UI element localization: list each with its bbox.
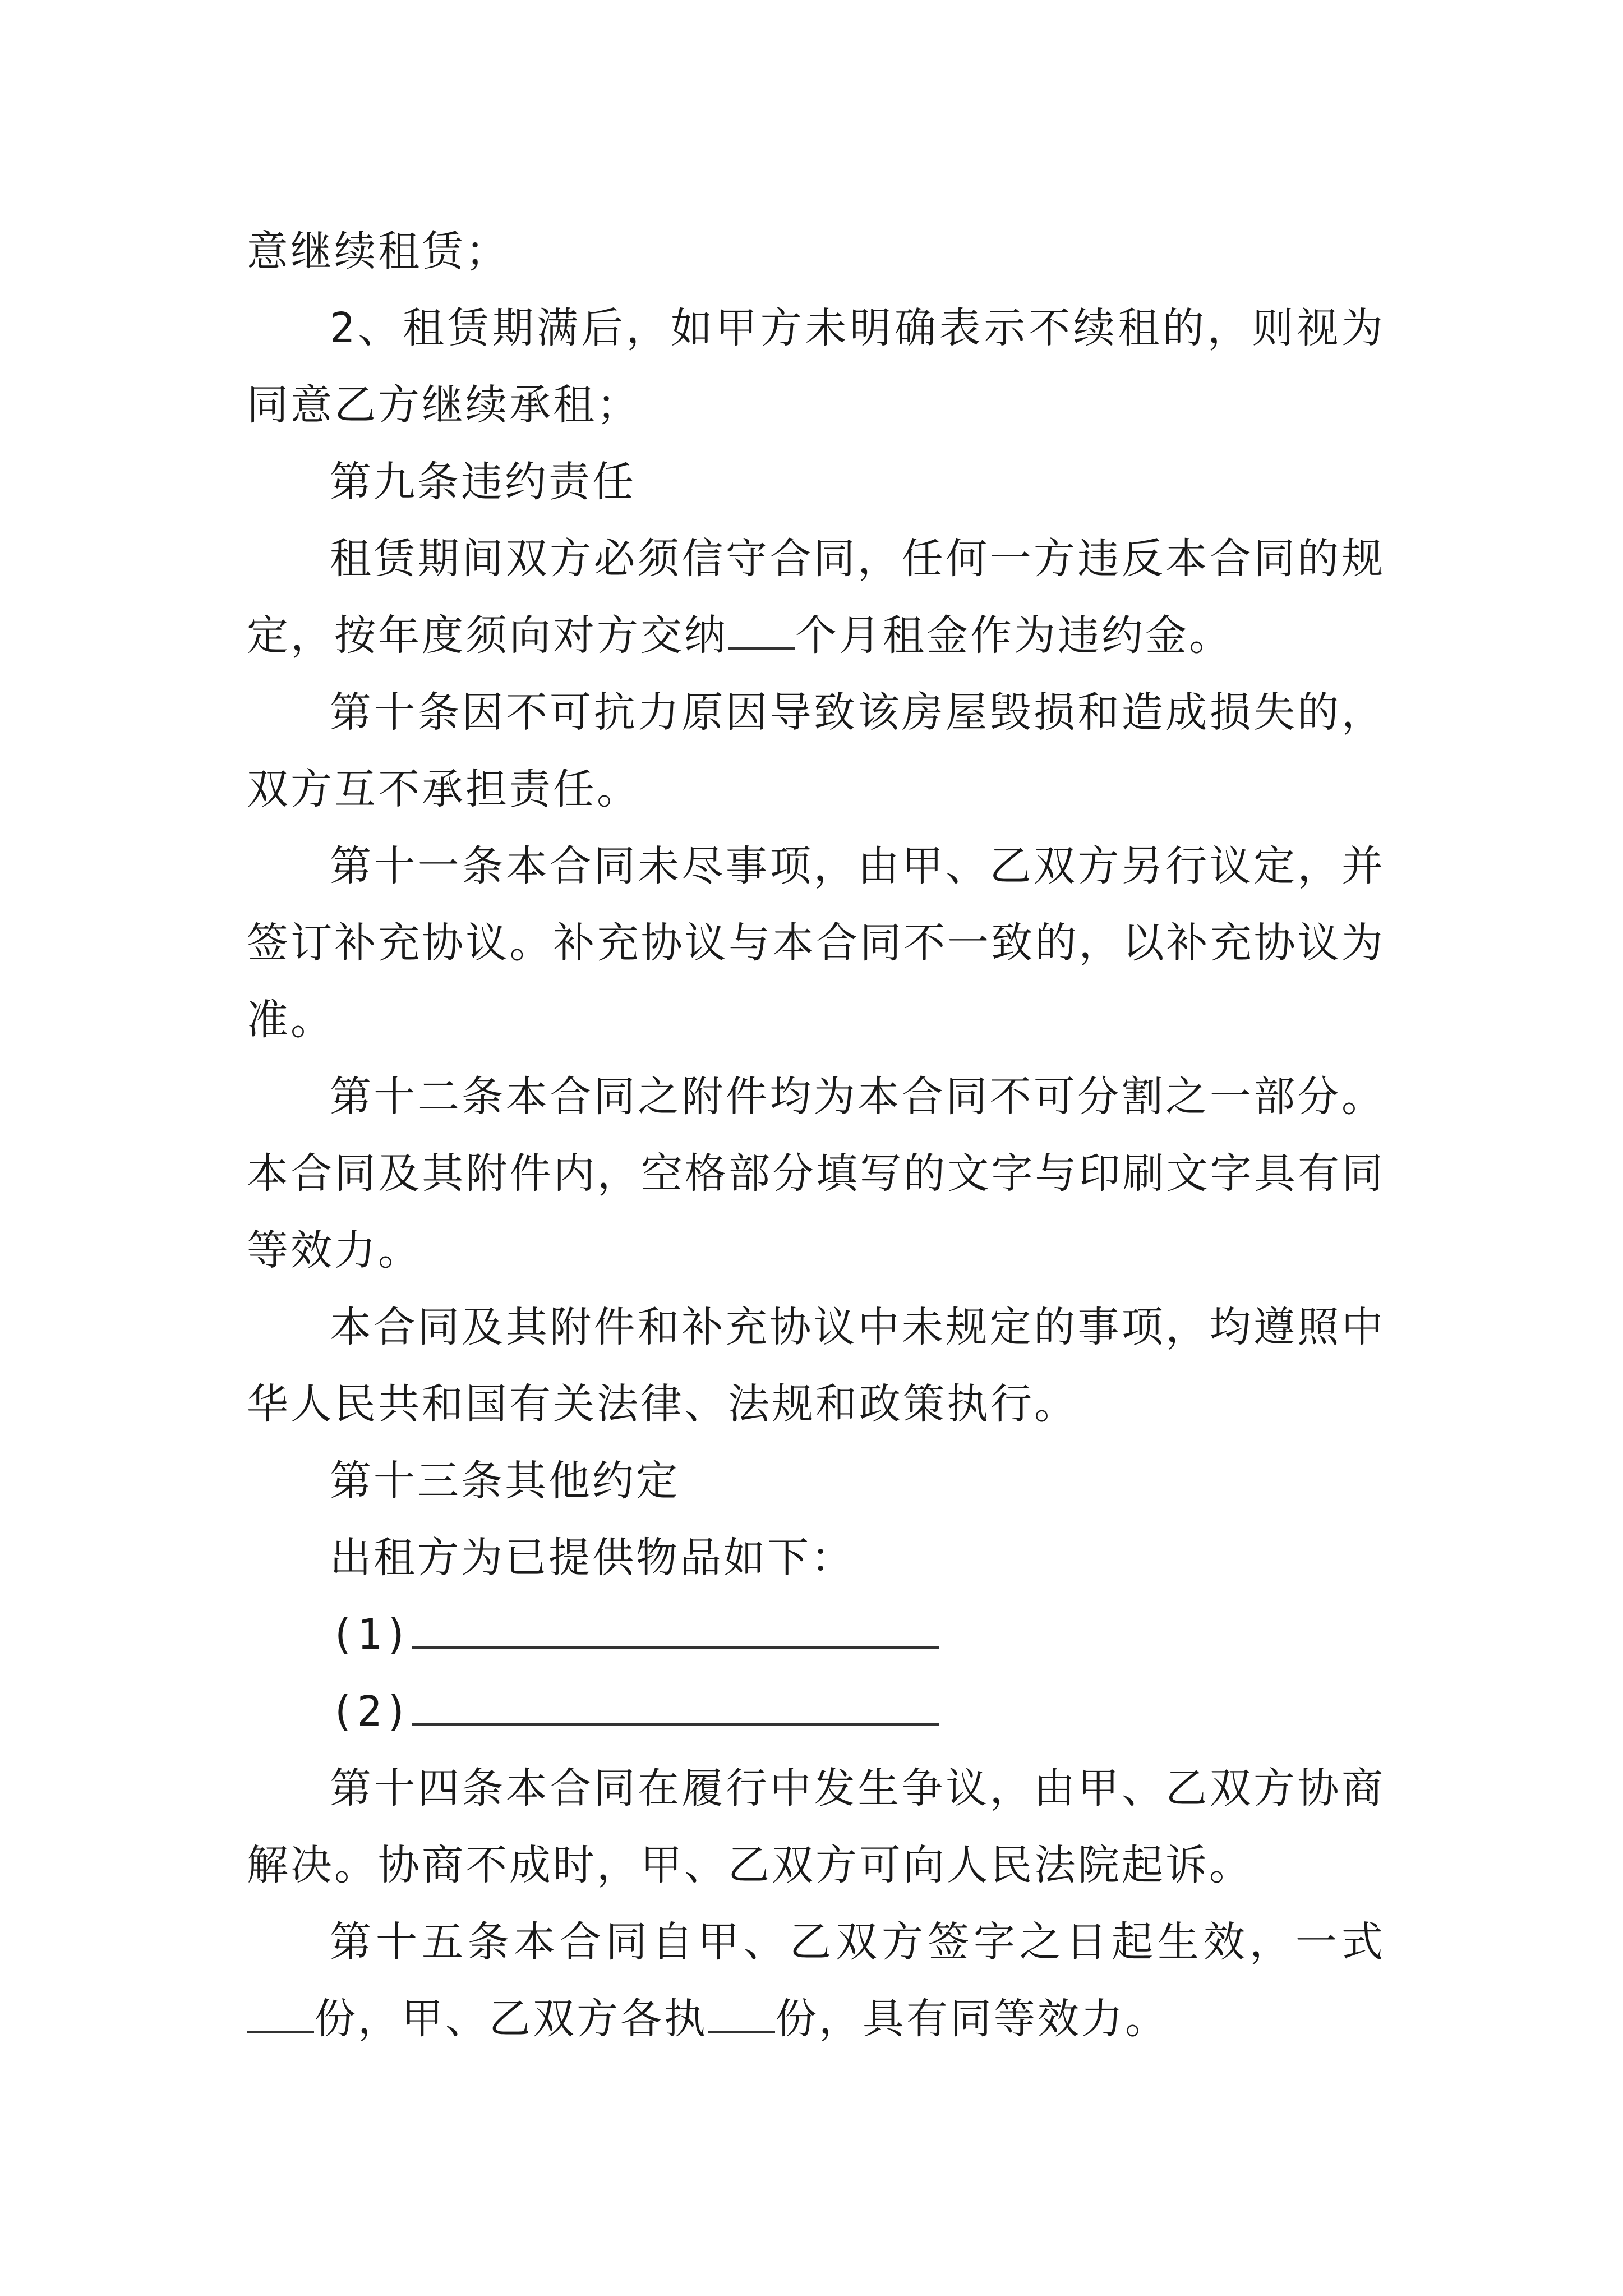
article-14 bbox=[247, 1750, 1385, 1904]
document-body bbox=[247, 213, 1385, 2058]
paragraph-continuation bbox=[247, 213, 1385, 290]
article-13-heading bbox=[247, 1443, 1385, 1520]
article-10 bbox=[247, 674, 1385, 828]
item-number: (1) bbox=[330, 1611, 412, 1659]
fill-blank-copies-each[interactable] bbox=[708, 1991, 775, 2033]
text: 第十四条本合同在履行中发生争议，由甲、乙双方协商解决。协商不成时，甲、乙双方可向人民法院起诉。 bbox=[247, 1764, 1385, 1889]
text: 第十二条本合同之附件均为本合同不可分割之一部分。本合同及其附件内，空格部分填写的文字与印刷文字具有同等效力。 bbox=[247, 1073, 1385, 1274]
article-12 bbox=[247, 1059, 1385, 1289]
fill-blank-item-2[interactable] bbox=[412, 1684, 939, 1726]
text: 第九条违约责任 bbox=[330, 458, 636, 506]
text: 第十五条本合同自甲、乙双方签字之日起生效，一式 bbox=[330, 1918, 1385, 1966]
paragraph-renewal-clause bbox=[247, 290, 1385, 444]
article-15 bbox=[247, 1904, 1385, 2058]
article-11 bbox=[247, 828, 1385, 1059]
item-2 bbox=[247, 1673, 1385, 1750]
article-13-body bbox=[247, 1520, 1385, 1596]
article-9-body bbox=[247, 521, 1385, 674]
item-number: (2) bbox=[330, 1687, 412, 1736]
text: 租赁期间双方必须信守合同，任何一方违反本合同的规定，按年度须向对方交纳 bbox=[247, 535, 1385, 660]
text: 本合同及其附件和补充协议中未规定的事项，均遵照中华人民共和国有关法律、法规和政策执行。 bbox=[247, 1303, 1385, 1428]
text: 2、租赁期满后，如甲方未明确表示不续租的，则视为同意乙方继续承租； bbox=[247, 304, 1385, 429]
fill-blank-months[interactable] bbox=[728, 608, 795, 650]
article-9-heading bbox=[247, 444, 1385, 521]
text: 意继续租赁； bbox=[247, 227, 509, 275]
text: 份，具有同等效力。 bbox=[775, 1995, 1169, 2043]
article-12-supplement bbox=[247, 1289, 1385, 1443]
fill-blank-item-1[interactable] bbox=[412, 1607, 939, 1649]
text: 份，甲、乙双方各执 bbox=[314, 1995, 708, 2043]
text: 第十条因不可抗力原因导致该房屋毁损和造成损失的，双方互不承担责任。 bbox=[247, 688, 1385, 813]
text: 第十三条其他约定 bbox=[330, 1457, 680, 1505]
text: 个月租金作为违约金。 bbox=[795, 611, 1233, 660]
fill-blank-copies-total[interactable] bbox=[247, 1991, 314, 2033]
text: 出租方为已提供物品如下： bbox=[330, 1534, 855, 1582]
text: 第十一条本合同未尽事项，由甲、乙双方另行议定，并签订补充协议。补充协议与本合同不一致的，以补充协议为准。 bbox=[247, 842, 1385, 1044]
item-1 bbox=[247, 1596, 1385, 1673]
